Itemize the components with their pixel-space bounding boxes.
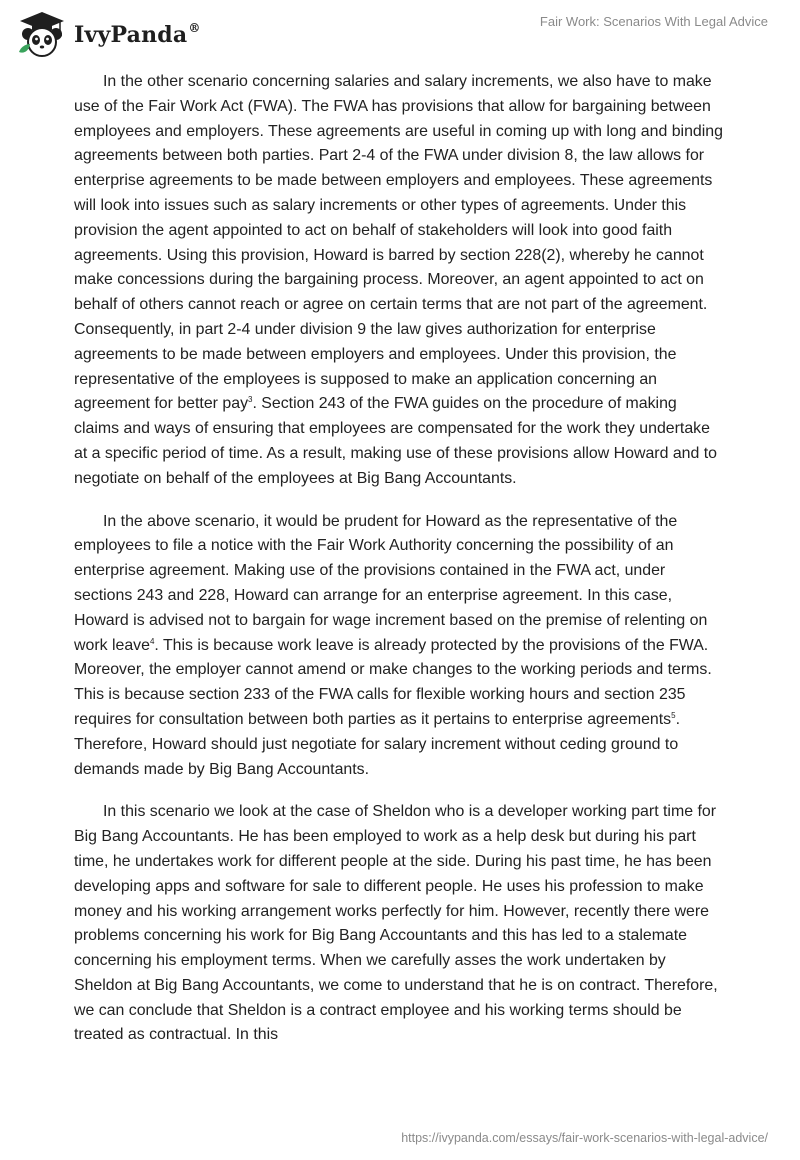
- brand-name: [74, 21, 201, 48]
- footnote-ref[interactable]: 4: [149, 636, 155, 646]
- paragraph-text: In the above scenario, it would be prudent for Howard as the representative of the employees to file a notice with the Fair Work Authority concerning the possibility of an enterprise agreement. Making use of the provisions contained in the FWA act, under sections 243 and 228, Howard can arrange for an enterprise agreement. In this case, Howard is advised not to bargain for wage increment based on the premise of relenting on work leave: [74, 512, 708, 654]
- paragraph-text: . This is because work leave is already protected by the provisions of the FWA. Moreover, the employer cannot amend or make changes to the working periods and terms. This is because section 233 of the FWA calls for flexible working hours and section 235 requires for consultation between both parties as it pertains to enterprise agreements: [74, 636, 712, 728]
- document-title: Fair Work: Scenarios With Legal Advice: [539, 14, 768, 29]
- footnote-ref[interactable]: 5: [671, 710, 676, 720]
- registered-mark: ®: [188, 20, 201, 35]
- panda-graduate-icon: [16, 8, 68, 60]
- paragraph: [74, 800, 724, 1048]
- paragraph: [74, 510, 724, 783]
- paragraph: [74, 70, 724, 492]
- source-url[interactable]: https://ivypanda.com/essays/fair-work-scenarios-with-legal-advice/: [401, 1131, 768, 1145]
- site-logo[interactable]: [16, 8, 201, 60]
- brand-text: IvyPanda: [74, 21, 188, 48]
- paragraph-text: . Section 243 of the FWA guides on the procedure of making claims and ways of ensuring that employees are compensated for the work they undertake at a specific period of time. As a result, making use of these provisions allow Howard and to negotiate on behalf of the employees at Big Bang Accountants.: [74, 395, 718, 487]
- paragraph-text: In this scenario we look at the case of Sheldon who is a developer working part time for Big Bang Accountants. He has been employed to work as a help desk but during his part time, he undertakes work for different people at the side. During his past time, he has been developing apps and software for sale to different people. He uses his profession to make money and his working arrangement works perfectly for him. However, recently there were problems concerning his work for Big Bang Accountants and this has led to a stalemate concerning his employment terms. When we carefully asses the work undertaken by Sheldon at Big Bang Accountants, we come to understand that he is on contract. Therefore, we can conclude that Sheldon is a contract employee and his working terms should be treated as contractual. In this: [74, 803, 718, 1044]
- paragraph-text: . Therefore, Howard should just negotiate for salary increment without ceding ground to demands made by Big Bang Accountants.: [74, 710, 680, 778]
- paragraph-text: In the other scenario concerning salaries and salary increments, we also have to make use of the Fair Work Act (FWA). The FWA has provisions that allow for bargaining between employees and employers. These agreements are useful in coming up with long and binding agreements between both parties. Part 2-4 of the FWA under division 8, the law allows for enterprise agreements to be made between employers and employees. These agreements will look into issues such as salary increments or other types of agreements. Under this provision the agent appointed to act on behalf of stakeholders will look into good faith agreements. Using this provision, Howard is barred by section 228(2), whereby he cannot make concessions during the bargaining process. Moreover, an agent appointed to act on behalf of others cannot reach or agree on certain terms that are not part of the agreement. Consequently, in part 2-4 under division 9 the law gives authorization for enterprise agreements to be made between employers and employees. Under this provision, the representative of the employees is supposed to make an application concerning an agreement for better pay: [74, 73, 723, 413]
- essay-body: [74, 70, 724, 1066]
- footnote-ref[interactable]: 3: [248, 395, 253, 405]
